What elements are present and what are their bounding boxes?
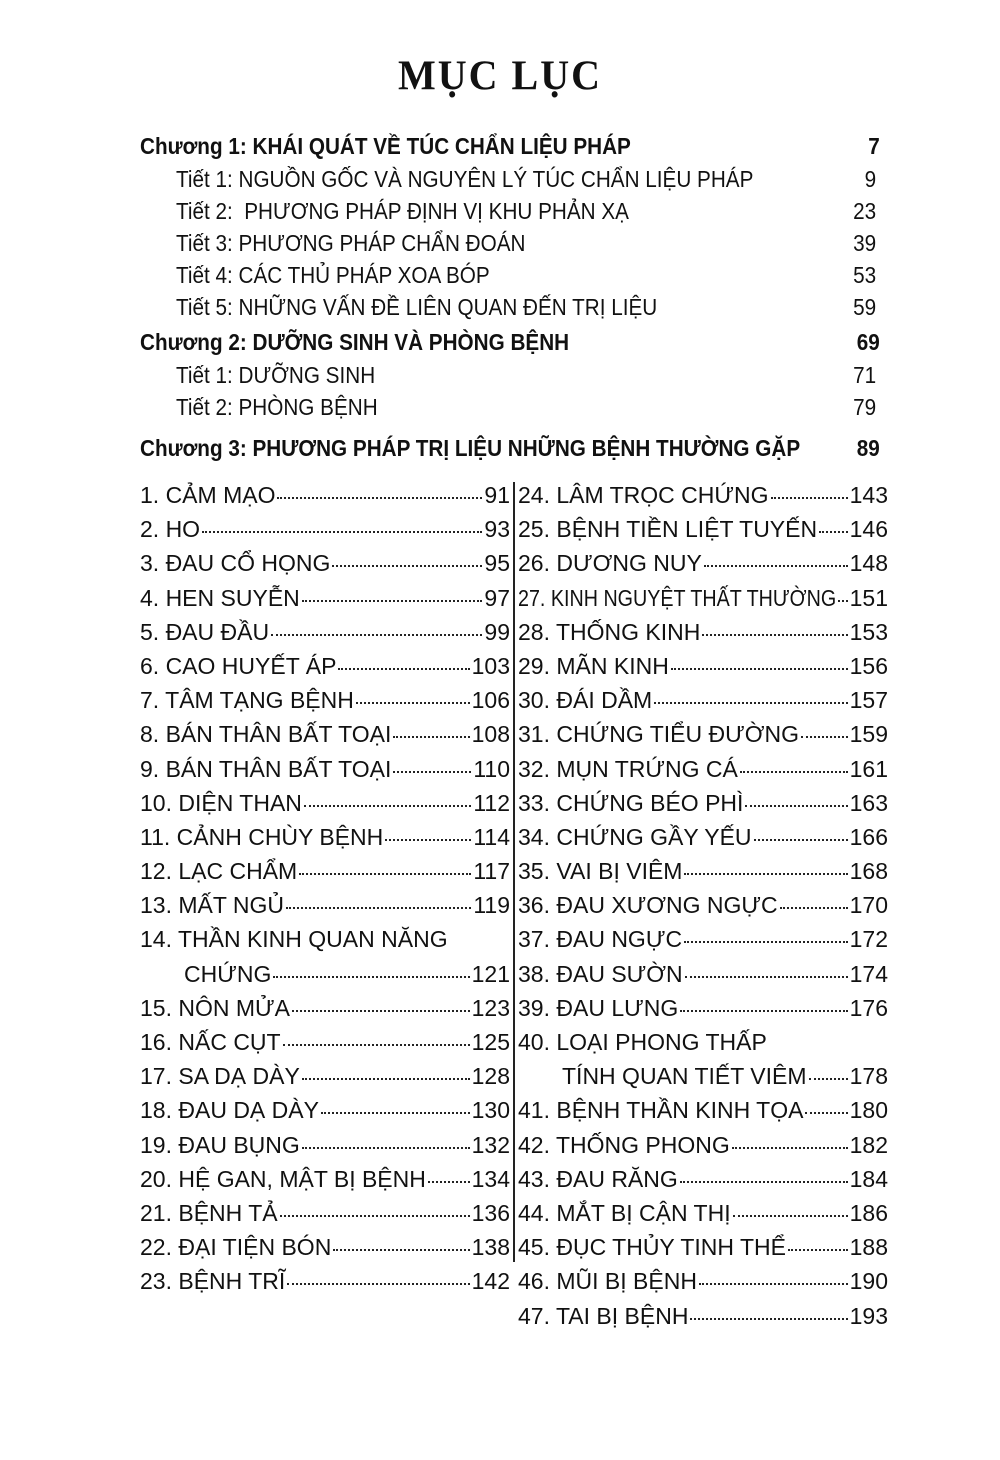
entry-page: 182 [849, 1131, 888, 1158]
toc-entry[interactable] [518, 478, 888, 512]
toc-entry[interactable] [518, 922, 888, 956]
toc-entry[interactable] [518, 1059, 888, 1093]
toc-entry[interactable] [518, 888, 888, 922]
toc-entry[interactable] [518, 752, 888, 786]
toc-entry[interactable] [140, 615, 510, 649]
entry-title: 44. MẮT BỊ CẬN THỊ [518, 1199, 731, 1226]
toc-entry[interactable] [518, 717, 888, 751]
entry-page: 95 [484, 550, 510, 577]
entry-page: 151 [849, 584, 888, 611]
entry-title: 31. CHỨNG TIỂU ĐƯỜNG [518, 721, 799, 748]
toc-entry[interactable] [518, 546, 888, 580]
dot-leader [819, 531, 848, 533]
entry-title: 46. MŨI BỊ BỆNH [518, 1268, 697, 1295]
entry-page: 170 [849, 892, 888, 919]
entry-title: 33. CHỨNG BÉO PHÌ [518, 789, 744, 816]
toc-entry[interactable] [140, 1128, 510, 1162]
dot-leader [699, 1283, 848, 1285]
entry-title: 35. VAI BỊ VIÊM [518, 858, 683, 885]
chapter-3-row[interactable] [140, 431, 880, 465]
toc-entry[interactable] [140, 786, 510, 820]
dot-leader [788, 1249, 848, 1251]
entry-title: 47. TAI BỊ BỆNH [518, 1302, 689, 1329]
entry-page: 180 [849, 1097, 888, 1124]
entry-page: 157 [849, 687, 888, 714]
entry-page: 125 [471, 1029, 510, 1055]
entry-title: 23. BỆNH TRĨ [140, 1268, 286, 1295]
entry-title: 18. ĐAU DẠ DÀY [140, 1097, 319, 1124]
toc-entry[interactable] [140, 922, 510, 956]
entry-title: CHỨNG [184, 960, 272, 987]
dot-leader [704, 565, 848, 567]
section-row[interactable] [140, 391, 876, 423]
entry-title: 36. ĐAU XƯƠNG NGỰC [518, 892, 778, 919]
entry-title: 5. ĐAU ĐẦU [140, 618, 270, 645]
entry-title: 9. BÁN THÂN BẤT TOẠI [140, 755, 392, 782]
toc-entry[interactable] [140, 649, 510, 683]
dot-leader [805, 1112, 847, 1114]
dot-leader [356, 702, 470, 704]
entry-title: 8. BÁN THÂN BẤT TOẠI [140, 721, 392, 748]
toc-entry[interactable] [140, 581, 510, 615]
entry-page: 176 [849, 994, 888, 1021]
entry-page: 163 [849, 789, 888, 816]
entry-title: 20. HỆ GAN, MẬT BỊ BỆNH [140, 1165, 426, 1192]
entry-page: 178 [849, 1063, 888, 1090]
dot-leader [271, 634, 482, 636]
toc-entry[interactable] [140, 683, 510, 717]
toc-entry[interactable] [140, 1196, 510, 1230]
chapter-2-row[interactable] [140, 325, 880, 359]
chapter-3-page: 89 [856, 435, 880, 461]
entry-title: 22. ĐẠI TIỆN BÓN [140, 1234, 332, 1261]
chapter-1-page: 7 [868, 133, 880, 159]
section-page: 59 [853, 294, 877, 320]
entry-title: 12. LẠC CHẨM [140, 858, 298, 885]
toc-entry[interactable] [518, 991, 888, 1025]
dot-leader [732, 1147, 848, 1149]
entry-title: 16. NẤC CỤT [140, 1029, 281, 1055]
section-row[interactable] [140, 291, 876, 323]
chapter-1-label: Chương 1: KHÁI QUÁT VỀ TÚC CHẨN LIỆU PHÁP [140, 133, 631, 159]
entry-title: 17. SA DẠ DÀY [140, 1063, 300, 1090]
toc-entry[interactable] [140, 1025, 510, 1059]
dot-leader [273, 976, 469, 978]
section-row[interactable] [140, 359, 876, 391]
toc-entry[interactable] [518, 1230, 888, 1264]
chapter-3-label: Chương 3: PHƯƠNG PHÁP TRỊ LIỆU NHỮNG BỆNH THƯỜNG GẶP [140, 435, 801, 461]
section-label: Tiết 4: CÁC THỦ PHÁP XOA BÓP [176, 262, 490, 288]
entry-page: 174 [849, 960, 888, 987]
entry-title: 1. CẢM MẠO [140, 482, 276, 508]
dot-leader [680, 1181, 848, 1183]
toc-entry[interactable] [518, 581, 888, 615]
entry-title: 34. CHỨNG GẦY YẾU [518, 823, 752, 850]
chapter-1-row[interactable] [140, 129, 880, 163]
section-label: Tiết 1: DƯỠNG SINH [176, 362, 376, 388]
toc-entry[interactable] [518, 820, 888, 854]
dot-leader [280, 1215, 470, 1217]
entry-page: 91 [484, 482, 510, 508]
section-page: 39 [853, 230, 877, 256]
entry-title: 19. ĐAU BỤNG [140, 1131, 300, 1158]
entry-page: 99 [484, 618, 510, 645]
right-column [518, 478, 888, 1333]
entry-title: 38. ĐAU SƯỜN [518, 960, 683, 987]
section-row[interactable] [140, 195, 876, 227]
toc-entry[interactable] [140, 1264, 510, 1298]
entry-title: 14. THẦN KINH QUAN NĂNG [140, 926, 448, 953]
dot-leader [680, 1010, 847, 1012]
section-page: 23 [853, 198, 877, 224]
chapter-2-page: 69 [856, 329, 880, 355]
dot-leader [671, 668, 848, 670]
dot-leader [286, 907, 471, 909]
entry-page: 110 [473, 755, 510, 782]
toc-entry[interactable] [140, 546, 510, 580]
disease-index [140, 478, 888, 1338]
entry-page: 148 [849, 550, 888, 577]
toc-entry[interactable] [518, 683, 888, 717]
entry-title: 7. TÂM TẠNG BỆNH [140, 687, 354, 714]
entry-page: 184 [849, 1165, 888, 1192]
toc-entry[interactable] [140, 957, 510, 991]
entry-title: 28. THỐNG KINH [518, 618, 701, 645]
entry-page: 112 [473, 789, 510, 816]
dot-leader [771, 497, 848, 499]
entry-page: 142 [471, 1268, 510, 1295]
entry-page: 186 [849, 1199, 888, 1226]
dot-leader [702, 634, 847, 636]
entry-title: 43. ĐAU RĂNG [518, 1165, 678, 1192]
entry-title: 24. LÂM TRỌC CHỨNG [518, 482, 769, 508]
toc-entry[interactable] [140, 854, 510, 888]
toc-entry[interactable] [140, 820, 510, 854]
entry-page: 172 [849, 926, 888, 953]
dot-leader [754, 839, 848, 841]
dot-leader [277, 497, 482, 499]
dot-leader [302, 600, 483, 602]
entry-page: 190 [849, 1268, 888, 1295]
toc-entry[interactable] [518, 957, 888, 991]
entry-page: 119 [473, 892, 510, 919]
entry-page: 136 [471, 1199, 510, 1226]
entry-title: 11. CẢNH CHÙY BỆNH [140, 823, 384, 850]
entry-page: 166 [849, 823, 888, 850]
dot-leader [685, 976, 848, 978]
entry-page: 159 [849, 721, 888, 748]
section-label: Tiết 2: PHÒNG BỆNH [176, 394, 378, 420]
toc-entry[interactable] [518, 1128, 888, 1162]
entry-title: TÍNH QUAN TIẾT VIÊM [562, 1063, 807, 1090]
entry-page: 153 [849, 618, 888, 645]
entry-page: 143 [849, 482, 888, 508]
section-label: Tiết 5: NHỮNG VẤN ĐỀ LIÊN QUAN ĐẾN TRỊ LIỆU [176, 294, 658, 320]
entry-title: 41. BỆNH THẦN KINH TỌA [518, 1097, 804, 1124]
dot-leader [385, 839, 471, 841]
entry-page: 161 [849, 755, 888, 782]
dot-leader [684, 941, 848, 943]
toc-entry[interactable] [140, 478, 510, 512]
dot-leader [321, 1112, 470, 1114]
dot-leader [292, 1010, 470, 1012]
entry-title: 4. HEN SUYỄN [140, 584, 300, 611]
entry-title: 30. ĐÁI DẦM [518, 687, 653, 714]
toc-entry[interactable] [518, 854, 888, 888]
dot-leader [733, 1215, 848, 1217]
section-row[interactable] [140, 259, 876, 291]
entry-title: 32. MỤN TRỨNG CÁ [518, 755, 738, 782]
section-page: 53 [853, 262, 877, 288]
entry-title: 40. LOẠI PHONG THẤP [518, 1029, 767, 1055]
entry-page: 128 [471, 1063, 510, 1090]
dot-leader [202, 531, 482, 533]
column-divider [513, 482, 515, 1262]
entry-page: 117 [473, 858, 510, 885]
section-page: 79 [853, 394, 877, 420]
entry-page: 93 [484, 516, 510, 543]
toc-entry[interactable] [518, 1025, 888, 1059]
section-label: Tiết 2: PHƯƠNG PHÁP ĐỊNH VỊ KHU PHẢN XẠ [176, 198, 629, 224]
dot-leader [654, 702, 847, 704]
entry-page: 146 [849, 516, 888, 543]
toc-entry[interactable] [518, 649, 888, 683]
toc-entry[interactable] [518, 1162, 888, 1196]
dot-leader [304, 805, 471, 807]
dot-leader [684, 873, 847, 875]
section-label: Tiết 3: PHƯƠNG PHÁP CHẨN ĐOÁN [176, 230, 526, 256]
dot-leader [302, 1147, 470, 1149]
entry-page: 132 [471, 1131, 510, 1158]
entry-page: 97 [484, 584, 510, 611]
entry-title: 25. BỆNH TIỀN LIỆT TUYẾN [518, 516, 818, 543]
toc-entry[interactable] [518, 615, 888, 649]
entry-page: 134 [471, 1165, 510, 1192]
chapter-2-label: Chương 2: DƯỠNG SINH VÀ PHÒNG BỆNH [140, 329, 570, 355]
dot-leader [338, 668, 469, 670]
toc-entry[interactable] [140, 888, 510, 922]
section-label: Tiết 1: NGUỒN GỐC VÀ NGUYÊN LÝ TÚC CHẨN LIỆU PHÁP [176, 166, 754, 192]
dot-leader [393, 771, 471, 773]
section-row[interactable] [140, 163, 876, 195]
toc-entry[interactable] [518, 1093, 888, 1127]
entry-page: 114 [473, 823, 510, 850]
toc-entry[interactable] [140, 752, 510, 786]
entry-page: 188 [849, 1234, 888, 1261]
entry-title: 26. DƯƠNG NUY [518, 550, 702, 577]
page-title: MỤC LỤC [398, 51, 602, 100]
entry-title: 10. DIỆN THAN [140, 789, 302, 816]
toc-entry[interactable] [518, 1264, 888, 1298]
dot-leader [801, 736, 848, 738]
entry-title: 2. HO [140, 516, 201, 543]
toc-entry[interactable] [518, 786, 888, 820]
dot-leader [690, 1318, 847, 1320]
entry-page: 130 [471, 1097, 510, 1124]
entry-page: 106 [471, 687, 510, 714]
toc-entry[interactable] [140, 1162, 510, 1196]
entry-title: 29. MÃN KINH [518, 652, 669, 679]
entry-title: 37. ĐAU NGỰC [518, 926, 683, 953]
entry-title: 45. ĐỤC THỦY TINH THỂ [518, 1234, 786, 1261]
entry-title: 42. THỐNG PHONG [518, 1131, 730, 1158]
chapter-list [140, 129, 880, 465]
dot-leader [428, 1181, 470, 1183]
entry-title: 21. BỆNH TẢ [140, 1199, 278, 1226]
entry-page: 103 [471, 652, 510, 679]
toc-entry[interactable] [140, 1230, 510, 1264]
toc-entry[interactable] [140, 991, 510, 1025]
entry-page: 168 [849, 858, 888, 885]
dot-leader [287, 1283, 469, 1285]
dot-leader [302, 1078, 470, 1080]
entry-page: 108 [471, 721, 510, 748]
toc-entry[interactable] [140, 717, 510, 751]
dot-leader [745, 805, 847, 807]
entry-title: 6. CAO HUYẾT ÁP [140, 652, 337, 679]
entry-title: 15. NÔN MỬA [140, 994, 291, 1021]
entry-title: 13. MẤT NGỦ [140, 892, 284, 919]
entry-title: 39. ĐAU LƯNG [518, 994, 679, 1021]
dot-leader [332, 565, 482, 567]
entry-page: 193 [849, 1302, 888, 1329]
entry-page: 121 [471, 960, 510, 987]
dot-leader [780, 907, 848, 909]
entry-page: 156 [849, 652, 888, 679]
left-column [140, 478, 510, 1299]
toc-entry[interactable] [140, 1059, 510, 1093]
dot-leader [283, 1044, 470, 1046]
dot-leader [838, 600, 848, 602]
section-row[interactable] [140, 227, 876, 259]
dot-leader [393, 736, 469, 738]
dot-leader [299, 873, 471, 875]
section-page: 71 [853, 362, 877, 388]
entry-page: 138 [471, 1234, 510, 1261]
section-page: 9 [864, 166, 877, 192]
entry-page: 123 [471, 994, 510, 1021]
toc-entry[interactable] [140, 512, 510, 546]
dot-leader [333, 1249, 469, 1251]
entry-title: 3. ĐAU CỔ HỌNG [140, 550, 331, 577]
toc-entry[interactable] [518, 1299, 888, 1333]
toc-entry[interactable] [140, 1093, 510, 1127]
toc-entry[interactable] [518, 512, 888, 546]
dot-leader [740, 771, 848, 773]
toc-entry[interactable] [518, 1196, 888, 1230]
entry-title: 27. KINH NGUYỆT THẤT THƯỜNG [518, 584, 837, 611]
dot-leader [809, 1078, 848, 1080]
